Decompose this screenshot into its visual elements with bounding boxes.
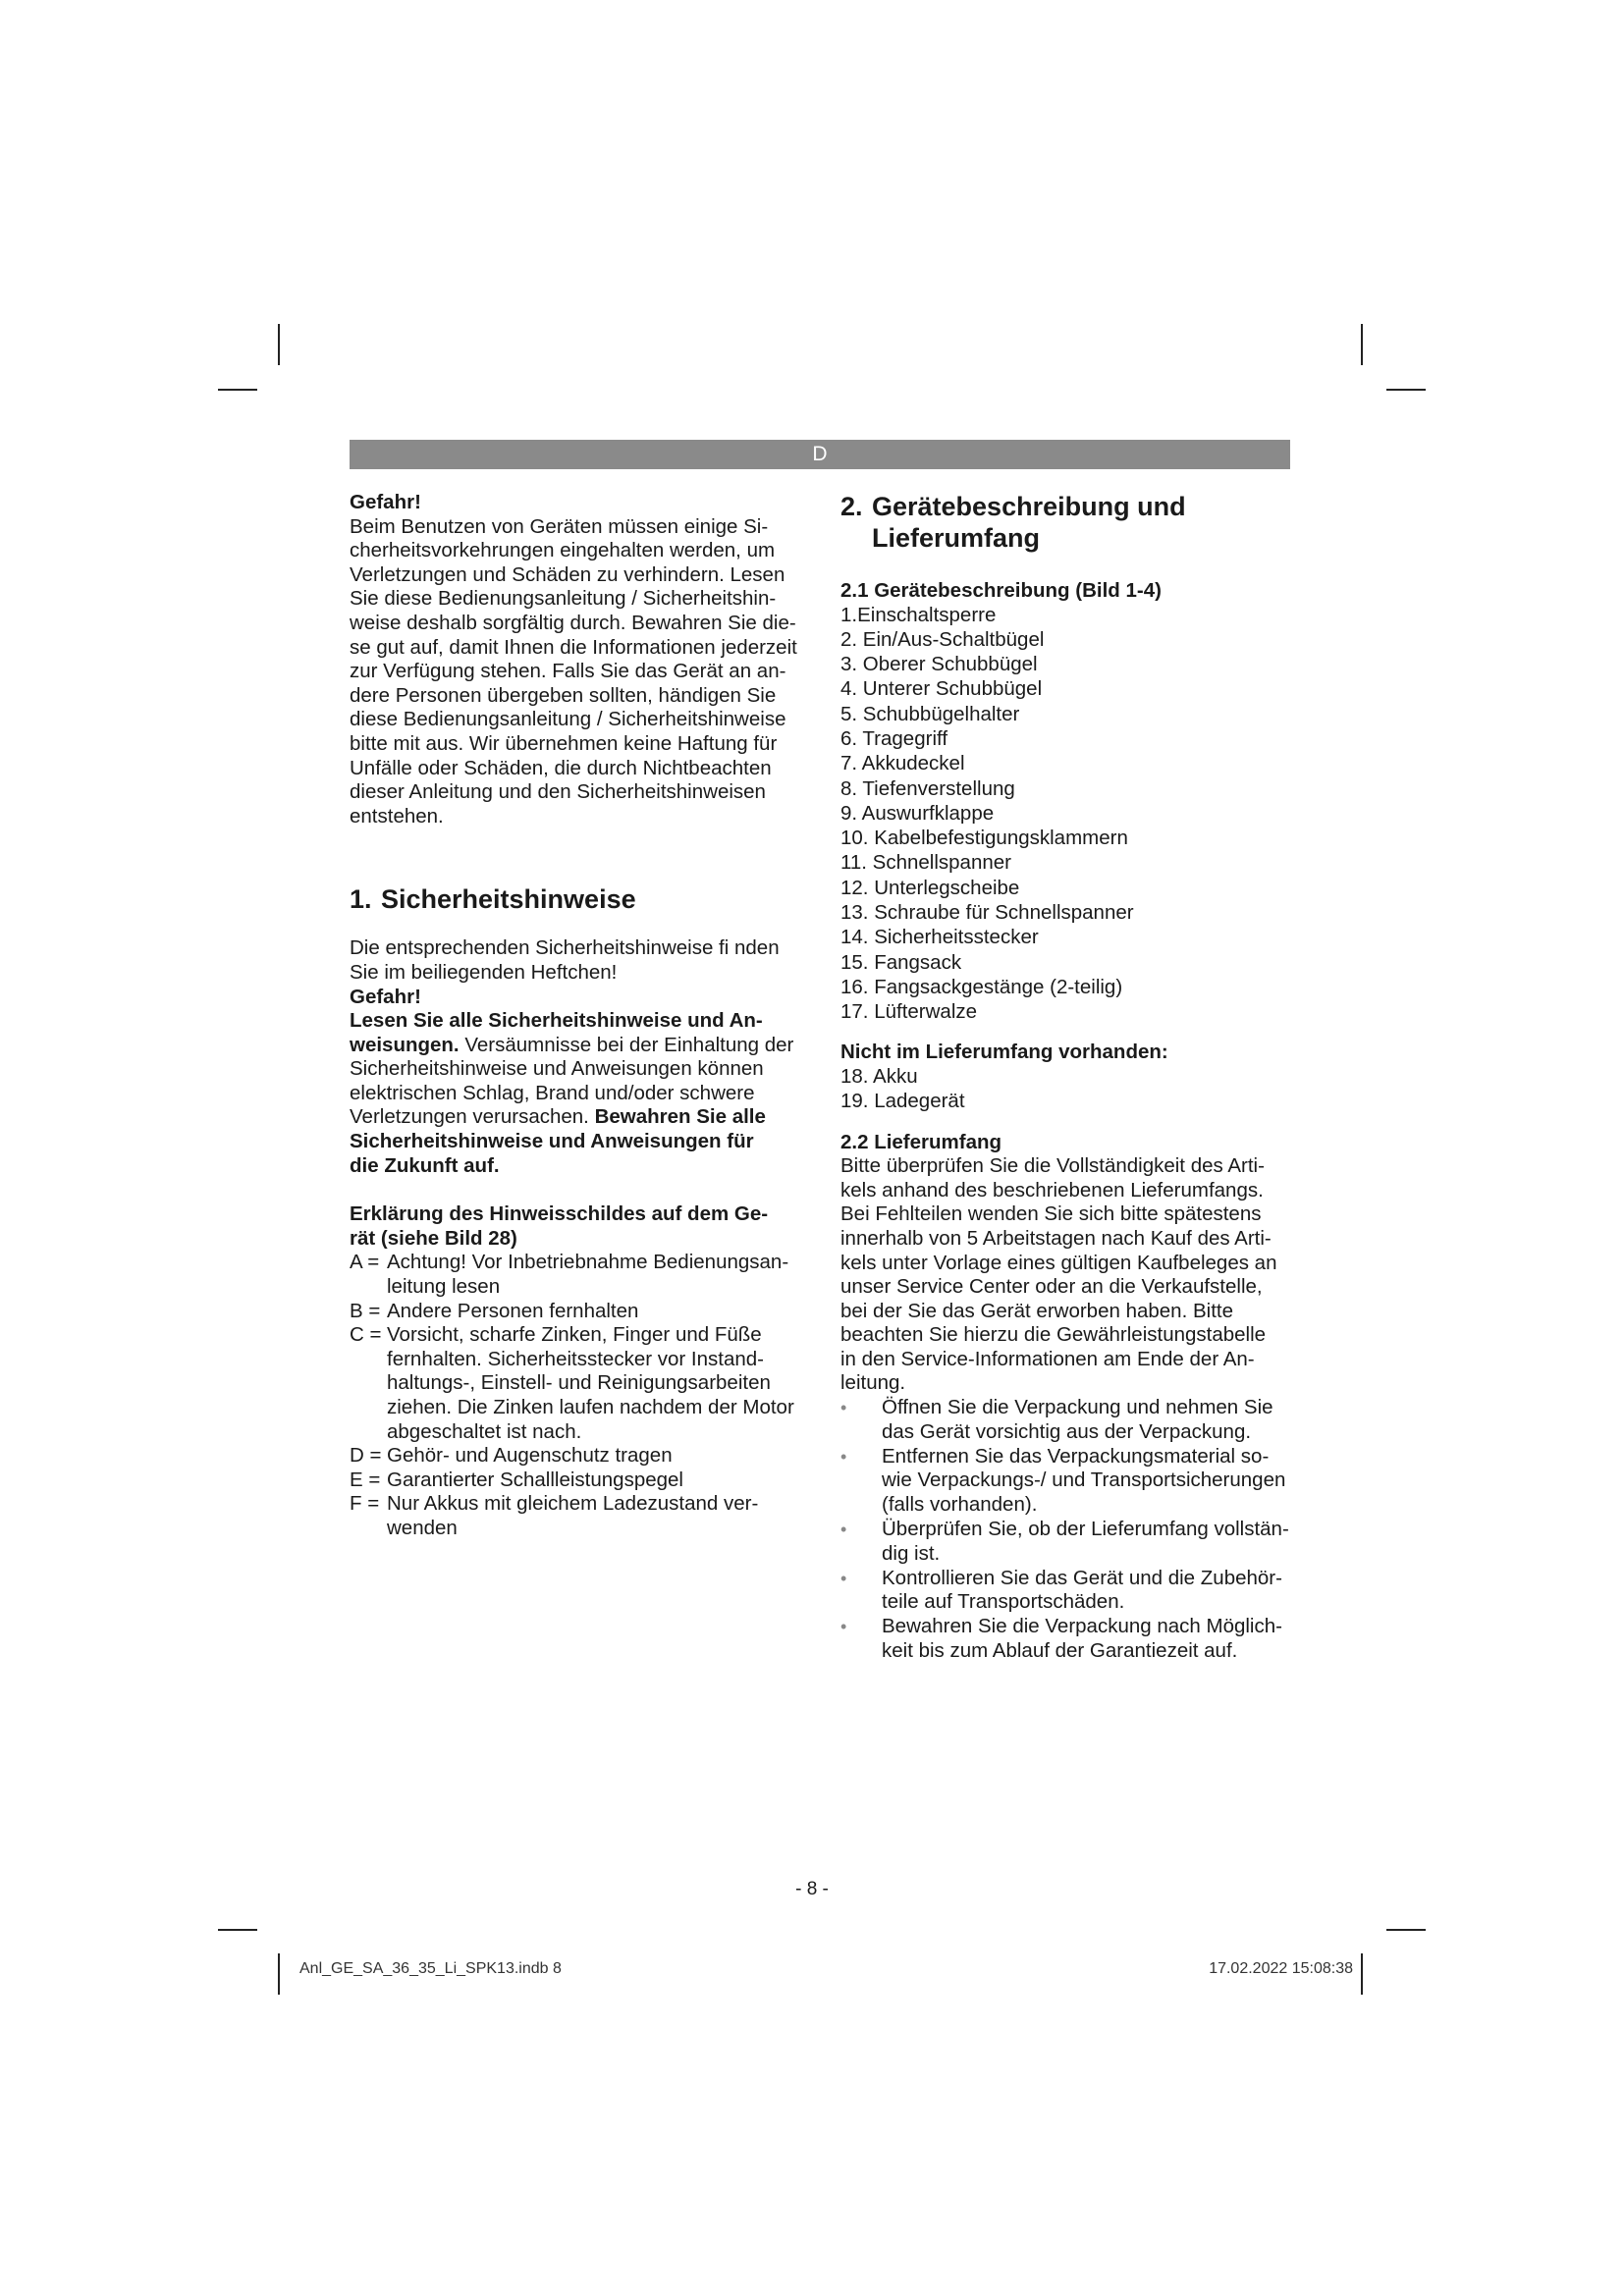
part-item: 14. Sicherheitsstecker [840,926,1039,949]
parts-list [840,604,1290,1025]
intro-paragraph [350,936,809,985]
unpacking-step-line: wie Verpackungs-/ und Transportsicherungen [882,1468,1286,1492]
section-2-title-line-1: Gerätebeschreibung und [872,492,1186,521]
delivery-line: innerhalb von 5 Arbeitstagen nach Kauf des Arti- [840,1226,1272,1250]
section-2-title-line-2: Lieferumfang [872,523,1041,553]
right-column [840,491,1290,1664]
danger-line: se gut auf, damit Ihnen die Informationen jederzeit [350,635,797,659]
unpacking-step-line: Kontrollieren Sie das Gerät und die Zubehör- [882,1566,1282,1589]
part-item: 5. Schubbügelhalter [840,702,1020,725]
unpacking-steps-list [840,1396,1290,1664]
unpacking-step-line: Bewahren Sie die Verpackung nach Möglich- [882,1615,1282,1638]
unpacking-step [840,1567,1290,1615]
subsection-2-2-title: 2.2 Lieferumfang [840,1130,1002,1153]
sign-item-line: haltungs-, Einstell- und Reinigungsarbeiten [387,1371,771,1395]
delivery-line: in den Service-Informationen am Ende der An- [840,1347,1255,1370]
delivery-line: beachten Sie hierzu die Gewährleistungstabelle [840,1323,1267,1347]
sign-item [350,1492,809,1540]
part-item: 9. Auswurfklappe [840,801,995,825]
not-included-title: Nicht im Lieferumfang vorhanden: [840,1041,1168,1064]
sign-item-label: C = [350,1323,382,1347]
subsection-2-1-title: 2.1 Gerätebeschreibung (Bild 1-4) [840,579,1162,602]
language-label: D [812,443,828,465]
intro-line: Sie im beiliegenden Heftchen! [350,960,618,984]
delivery-paragraph [840,1154,1290,1396]
sign-item [350,1468,809,1493]
section-1-heading [350,883,809,915]
crop-mark [1386,1929,1426,1931]
warn-line: elektrischen Schlag, Brand und/oder schwere [350,1081,755,1104]
danger-line: dieser Anleitung und den Sicherheitshinweisen [350,780,766,804]
bullet-icon: • [840,1446,847,1467]
delivery-line: Bitte überprüfen Sie die Vollständigkeit des Arti- [840,1154,1265,1178]
unpacking-step [840,1518,1290,1566]
danger-line: diese Bedienungsanleitung / Sicherheitshinweise [350,708,786,731]
danger-line: Unfälle oder Schäden, die durch Nichtbeachten [350,756,772,779]
unpacking-step [840,1615,1290,1663]
section-2-heading [840,491,1290,554]
delivery-line: leitung. [840,1371,906,1395]
unpacking-step-line: keit bis zum Ablauf der Garantiezeit auf. [882,1639,1238,1662]
part-item: 11. Schnellspanner [840,851,1011,875]
sign-item-line: Gehör- und Augenschutz tragen [387,1444,673,1468]
danger-paragraph [350,515,809,829]
warn-line: weisungen. [350,1033,460,1056]
crop-mark [218,1929,257,1931]
warn-line: Bewahren Sie alle [594,1105,766,1129]
crop-mark [1361,1953,1363,1995]
sign-item-label: D = [350,1444,382,1468]
sign-item [350,1251,809,1299]
part-item: 6. Tragegriff [840,727,948,750]
footer-timestamp: 17.02.2022 15:08:38 [1209,1960,1353,1977]
sign-item-line: fernhalten. Sicherheitsstecker vor Instand- [387,1347,764,1370]
not-included-item: 19. Ladegerät [840,1090,965,1113]
section-1-number: 1. [350,884,372,915]
language-header-bar [350,440,1290,469]
danger-line: zur Verfügung stehen. Falls Sie das Gerät an an- [350,660,786,683]
part-item: 2. Ein/Aus-Schaltbügel [840,627,1045,651]
unpacking-step-line: Öffnen Sie die Verpackung und nehmen Sie [882,1396,1273,1419]
sign-heading [350,1202,809,1251]
sign-heading-line: Erklärung des Hinweisschildes auf dem Ge- [350,1202,769,1226]
crop-mark [278,1953,280,1995]
sign-item-label: F = [350,1492,380,1516]
sign-item-line: Vorsicht, scharfe Zinken, Finger und Füße [387,1323,762,1347]
unpacking-step-line: dig ist. [882,1541,941,1565]
unpacking-step-line: (falls vorhanden). [882,1492,1038,1516]
not-included-item: 18. Akku [840,1064,918,1088]
danger-line: dere Personen übergeben sollten, händigen Sie [350,683,777,707]
danger-line: weise deshalb sorgfältig durch. Bewahren Sie die- [350,611,796,634]
danger-line: bitte mit aus. Wir übernehmen keine Haftung für [350,731,778,755]
danger-heading-2: Gefahr! [350,985,421,1008]
section-2-number: 2. [840,492,863,521]
part-item: 15. Fangsack [840,950,962,974]
sign-item-line: wenden [387,1516,458,1539]
danger-line: Beim Benutzen von Geräten müssen einige Si- [350,514,769,538]
delivery-line: bei der Sie das Gerät erworben haben. Bitte [840,1299,1233,1322]
warn-line: Versäumnisse bei der Einhaltung der [459,1033,794,1056]
sign-item [350,1444,809,1468]
part-item: 13. Schraube für Schnellspanner [840,900,1134,924]
sign-item-line: Andere Personen fernhalten [387,1299,639,1322]
crop-mark [218,389,257,391]
bullet-icon: • [840,1568,847,1588]
danger-line: entstehen. [350,804,444,828]
sign-heading-line: rät (siehe Bild 28) [350,1226,517,1250]
sign-item [350,1323,809,1444]
delivery-line: unser Service Center oder an die Verkaufstelle, [840,1275,1263,1299]
delivery-line: kels unter Vorlage eines gültigen Kaufbeleges an [840,1251,1277,1274]
page-number: - 8 - [795,1879,829,1899]
left-column [350,491,809,1541]
sign-legend-list [350,1251,809,1540]
not-included-list [840,1065,1290,1114]
bullet-icon: • [840,1398,847,1418]
crop-mark [278,324,280,365]
sign-item-label: E = [350,1468,381,1491]
part-item: 4. Unterer Schubbügel [840,677,1043,701]
part-item: 8. Tiefenverstellung [840,776,1015,800]
sign-item-label: B = [350,1299,381,1322]
danger-line: Sie diese Bedienungsanleitung / Sicherheitshin- [350,587,777,611]
unpacking-step-line: teile auf Transportschäden. [882,1590,1125,1614]
sign-item-line: Garantierter Schallleistungspegel [387,1468,683,1491]
part-item: 16. Fangsackgestänge (2-teilig) [840,975,1123,998]
sign-item-line: leitung lesen [387,1275,501,1299]
intro-line: Die entsprechenden Sicherheitshinweise fi nden [350,936,780,960]
unpacking-step [840,1396,1290,1444]
unpacking-step [840,1445,1290,1518]
bullet-icon: • [840,1617,847,1637]
bullet-icon: • [840,1520,847,1540]
part-item: 17. Lüfterwalze [840,1000,978,1024]
unpacking-step-line: Entfernen Sie das Verpackungsmaterial so- [882,1444,1270,1468]
delivery-line: kels anhand des beschriebenen Lieferumfangs. [840,1178,1264,1201]
danger-line: cherheitsvorkehrungen eingehalten werden, um [350,539,776,562]
crop-mark [1386,389,1426,391]
crop-mark [1361,324,1363,365]
danger-heading: Gefahr! [350,491,421,513]
warn-line: die Zukunft auf. [350,1153,500,1177]
part-item: 3. Oberer Schubbügel [840,653,1038,676]
sign-item-line: ziehen. Die Zinken laufen nachdem der Motor [387,1396,794,1418]
warn-line: Lesen Sie alle Sicherheitshinweise und An- [350,1009,763,1033]
section-1-title: Sicherheitshinweise [381,884,636,915]
unpacking-step-line: das Gerät vorsichtig aus der Verpackung. [882,1419,1252,1443]
footer-file-name: Anl_GE_SA_36_35_Li_SPK13.indb 8 [299,1960,562,1977]
sign-item-line: abgeschaltet ist nach. [387,1419,582,1443]
unpacking-step-line: Überprüfen Sie, ob der Lieferumfang vollstän- [882,1518,1289,1541]
part-item: 12. Unterlegscheibe [840,876,1020,899]
part-item: 1.Einschaltsperre [840,603,997,626]
sign-item-line: Achtung! Vor Inbetriebnahme Bedienungsan- [387,1251,789,1274]
part-item: 7. Akkudeckel [840,752,965,775]
sign-item-line: Nur Akkus mit gleichem Ladezustand ver- [387,1492,759,1516]
danger-line: Verletzungen und Schäden zu verhindern. Lesen [350,562,785,586]
sign-item-label: A = [350,1251,380,1274]
warn-line: Sicherheitshinweise und Anweisungen können [350,1057,764,1081]
delivery-line: Bei Fehlteilen wenden Sie sich bitte spätestens [840,1202,1262,1226]
part-item: 10. Kabelbefestigungsklammern [840,827,1128,850]
warning-paragraph [350,1009,809,1178]
warn-line: Verletzungen verursachen. [350,1105,595,1129]
warn-line: Sicherheitshinweise und Anweisungen für [350,1130,754,1153]
sign-item [350,1300,809,1324]
